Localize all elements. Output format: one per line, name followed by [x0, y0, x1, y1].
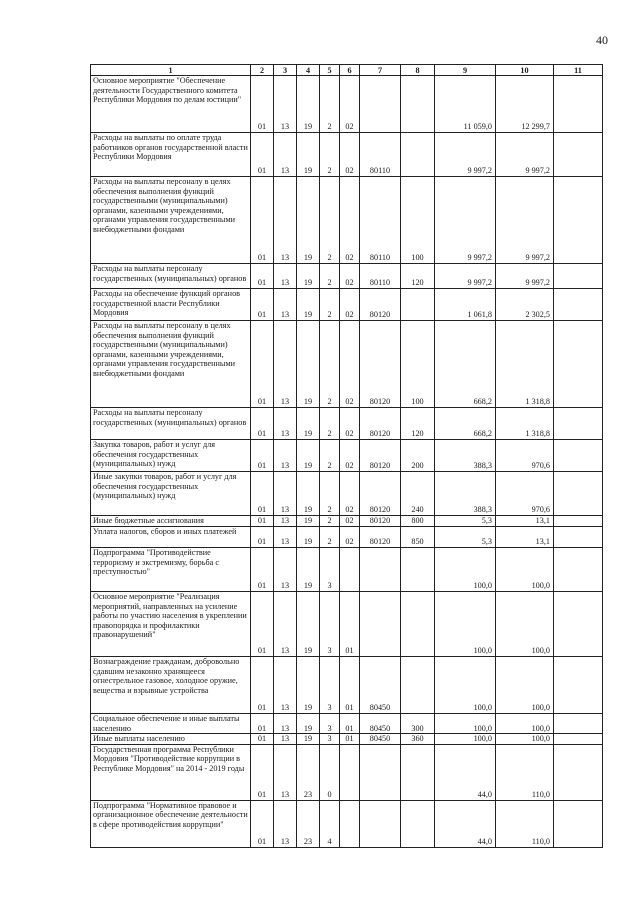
budget-table-container [90, 64, 602, 848]
row-name-cell: Расходы на выплаты персоналу в целях обеспечения выполнения функций государственными (муниципальными) органами, казенными учреждениями, органами управления государственными внебюджетными фондами [91, 321, 251, 408]
cell-col-6: 02 [340, 264, 360, 289]
cell-col-2: 01 [251, 133, 274, 177]
cell-col-11 [554, 321, 603, 408]
table-row [91, 548, 603, 592]
cell-col-3: 13 [274, 657, 297, 714]
cell-col-8 [401, 289, 435, 321]
cell-col-6 [340, 548, 360, 592]
cell-col-2: 01 [251, 289, 274, 321]
cell-col-8 [401, 800, 435, 847]
cell-col-5: 2 [320, 76, 340, 133]
cell-col-10: 1 318,8 [496, 408, 554, 440]
cell-col-5: 3 [320, 657, 340, 714]
cell-col-7 [360, 744, 401, 800]
cell-col-11 [554, 177, 603, 264]
cell-col-7: 80120 [360, 440, 401, 472]
cell-col-11 [554, 289, 603, 321]
cell-col-4: 19 [297, 408, 320, 440]
table-row [91, 714, 603, 734]
cell-col-6: 02 [340, 133, 360, 177]
cell-col-9: 668,2 [435, 408, 496, 440]
cell-col-7: 80110 [360, 177, 401, 264]
cell-col-9: 100,0 [435, 657, 496, 714]
cell-col-2: 01 [251, 592, 274, 657]
table-row [91, 734, 603, 745]
cell-col-9: 100,0 [435, 548, 496, 592]
cell-col-4: 19 [297, 734, 320, 745]
row-name-cell: Подпрограмма "Противодействие терроризму и экстремизму, борьба с преступностью" [91, 548, 251, 592]
cell-col-2: 01 [251, 714, 274, 734]
row-name-cell: Расходы на обеспечение функций органов государственной власти Республики Мордовия [91, 289, 251, 321]
cell-col-6: 02 [340, 321, 360, 408]
cell-col-10: 12 299,7 [496, 76, 554, 133]
cell-col-5: 4 [320, 800, 340, 847]
header-row [91, 65, 603, 76]
cell-col-9: 388,3 [435, 440, 496, 472]
cell-col-7: 80110 [360, 133, 401, 177]
cell-col-5: 2 [320, 289, 340, 321]
cell-col-2: 01 [251, 76, 274, 133]
cell-col-9: 100,0 [435, 592, 496, 657]
cell-col-4: 19 [297, 548, 320, 592]
cell-col-9: 9 997,2 [435, 177, 496, 264]
cell-col-9: 668,2 [435, 321, 496, 408]
row-name-cell: Иные закупки товаров, работ и услуг для обеспечения государственных (муниципальных) нужд [91, 472, 251, 516]
cell-col-2: 01 [251, 264, 274, 289]
cell-col-5: 2 [320, 177, 340, 264]
table-row [91, 76, 603, 133]
cell-col-2: 01 [251, 440, 274, 472]
column-header-2: 2 [251, 65, 274, 76]
cell-col-2: 01 [251, 321, 274, 408]
cell-col-8: 100 [401, 177, 435, 264]
cell-col-7: 80120 [360, 321, 401, 408]
cell-col-3: 13 [274, 76, 297, 133]
cell-col-4: 19 [297, 472, 320, 516]
row-name-cell: Основное мероприятие "Реализация мероприятий, направленных на усиление работы по участию населения в укреплении правопорядка и профилактики правонарушений" [91, 592, 251, 657]
table-row [91, 264, 603, 289]
cell-col-2: 01 [251, 408, 274, 440]
table-row [91, 321, 603, 408]
cell-col-3: 13 [274, 264, 297, 289]
cell-col-2: 01 [251, 744, 274, 800]
cell-col-11 [554, 527, 603, 548]
cell-col-6: 02 [340, 289, 360, 321]
cell-col-3: 13 [274, 516, 297, 527]
cell-col-7 [360, 800, 401, 847]
cell-col-7: 80450 [360, 734, 401, 745]
cell-col-3: 13 [274, 289, 297, 321]
table-row [91, 472, 603, 516]
cell-col-9: 388,3 [435, 472, 496, 516]
cell-col-8 [401, 76, 435, 133]
cell-col-2: 01 [251, 472, 274, 516]
cell-col-8: 300 [401, 714, 435, 734]
table-row [91, 657, 603, 714]
cell-col-4: 23 [297, 800, 320, 847]
cell-col-3: 13 [274, 177, 297, 264]
cell-col-3: 13 [274, 321, 297, 408]
column-header-1: 1 [91, 65, 251, 76]
cell-col-11 [554, 440, 603, 472]
cell-col-8: 120 [401, 408, 435, 440]
cell-col-10: 100,0 [496, 714, 554, 734]
cell-col-10: 9 997,2 [496, 264, 554, 289]
cell-col-10: 100,0 [496, 657, 554, 714]
cell-col-10: 13,1 [496, 516, 554, 527]
cell-col-8: 850 [401, 527, 435, 548]
cell-col-4: 19 [297, 289, 320, 321]
row-name-cell: Иные выплаты населению [91, 734, 251, 745]
row-name-cell: Расходы на выплаты персоналу в целях обеспечения выполнения функций государственными (муниципальными) органами, казенными учреждениями, органами управления государственными внебюджетными фондами [91, 177, 251, 264]
cell-col-9: 11 059,0 [435, 76, 496, 133]
cell-col-11 [554, 592, 603, 657]
cell-col-6: 02 [340, 516, 360, 527]
cell-col-10: 13,1 [496, 527, 554, 548]
cell-col-10: 110,0 [496, 744, 554, 800]
cell-col-6: 01 [340, 734, 360, 745]
cell-col-4: 19 [297, 321, 320, 408]
column-header-10: 10 [496, 65, 554, 76]
cell-col-6: 01 [340, 592, 360, 657]
row-name-cell: Иные бюджетные ассигнования [91, 516, 251, 527]
cell-col-5: 3 [320, 734, 340, 745]
table-row [91, 527, 603, 548]
column-header-11: 11 [554, 65, 603, 76]
row-name-cell: Расходы на выплаты по оплате труда работников органов государственной власти Республики Мордовия [91, 133, 251, 177]
cell-col-9: 1 061,8 [435, 289, 496, 321]
cell-col-5: 2 [320, 516, 340, 527]
cell-col-8: 200 [401, 440, 435, 472]
table-row [91, 133, 603, 177]
cell-col-2: 01 [251, 800, 274, 847]
row-name-cell: Расходы на выплаты персоналу государственных (муниципальных) органов [91, 408, 251, 440]
cell-col-8 [401, 657, 435, 714]
cell-col-11 [554, 548, 603, 592]
cell-col-9: 44,0 [435, 744, 496, 800]
cell-col-10: 9 997,2 [496, 177, 554, 264]
cell-col-2: 01 [251, 657, 274, 714]
cell-col-4: 19 [297, 177, 320, 264]
cell-col-3: 13 [274, 408, 297, 440]
cell-col-6: 02 [340, 472, 360, 516]
cell-col-6: 02 [340, 76, 360, 133]
table-row [91, 800, 603, 847]
cell-col-11 [554, 516, 603, 527]
column-header-7: 7 [360, 65, 401, 76]
cell-col-4: 19 [297, 516, 320, 527]
cell-col-7: 80120 [360, 289, 401, 321]
cell-col-11 [554, 657, 603, 714]
cell-col-9: 44,0 [435, 800, 496, 847]
cell-col-5: 3 [320, 714, 340, 734]
cell-col-7: 80110 [360, 264, 401, 289]
cell-col-10: 970,6 [496, 440, 554, 472]
cell-col-8: 360 [401, 734, 435, 745]
cell-col-3: 13 [274, 472, 297, 516]
row-name-cell: Основное мероприятие "Обеспечение деятельности Государственного комитета Республики Мордовия по делам юстиции" [91, 76, 251, 133]
cell-col-8: 800 [401, 516, 435, 527]
cell-col-8: 120 [401, 264, 435, 289]
cell-col-7 [360, 76, 401, 133]
cell-col-9: 9 997,2 [435, 264, 496, 289]
cell-col-4: 19 [297, 714, 320, 734]
cell-col-7: 80120 [360, 408, 401, 440]
cell-col-5: 3 [320, 592, 340, 657]
cell-col-10: 970,6 [496, 472, 554, 516]
cell-col-8 [401, 592, 435, 657]
cell-col-3: 13 [274, 440, 297, 472]
cell-col-3: 13 [274, 744, 297, 800]
row-name-cell: Государственная программа Республики Мордовия "Противодействие коррупции в Республике Мордовия" на 2014 - 2019 годы [91, 744, 251, 800]
cell-col-8: 240 [401, 472, 435, 516]
column-header-3: 3 [274, 65, 297, 76]
cell-col-4: 19 [297, 440, 320, 472]
cell-col-8 [401, 133, 435, 177]
cell-col-5: 0 [320, 744, 340, 800]
cell-col-11 [554, 133, 603, 177]
cell-col-10: 110,0 [496, 800, 554, 847]
cell-col-7: 80450 [360, 657, 401, 714]
cell-col-5: 2 [320, 527, 340, 548]
cell-col-4: 19 [297, 527, 320, 548]
cell-col-9: 100,0 [435, 734, 496, 745]
table-row [91, 592, 603, 657]
cell-col-6: 01 [340, 714, 360, 734]
table-body [91, 76, 603, 848]
cell-col-2: 01 [251, 177, 274, 264]
cell-col-6 [340, 800, 360, 847]
cell-col-4: 19 [297, 264, 320, 289]
row-name-cell: Социальное обеспечение и иные выплаты населению [91, 714, 251, 734]
cell-col-11 [554, 734, 603, 745]
cell-col-5: 2 [320, 264, 340, 289]
cell-col-6: 02 [340, 177, 360, 264]
cell-col-5: 2 [320, 408, 340, 440]
cell-col-10: 100,0 [496, 592, 554, 657]
cell-col-11 [554, 800, 603, 847]
budget-table [90, 64, 603, 848]
cell-col-10: 100,0 [496, 548, 554, 592]
column-header-5: 5 [320, 65, 340, 76]
cell-col-6: 02 [340, 440, 360, 472]
cell-col-10: 100,0 [496, 734, 554, 745]
cell-col-2: 01 [251, 527, 274, 548]
cell-col-2: 01 [251, 734, 274, 745]
cell-col-11 [554, 408, 603, 440]
cell-col-7: 80450 [360, 714, 401, 734]
cell-col-4: 19 [297, 76, 320, 133]
cell-col-4: 19 [297, 133, 320, 177]
row-name-cell: Подпрограмма "Нормативное правовое и организационное обеспечение деятельности в сфере противодействия коррупции" [91, 800, 251, 847]
row-name-cell: Уплата налогов, сборов и иных платежей [91, 527, 251, 548]
cell-col-3: 13 [274, 800, 297, 847]
row-name-cell: Закупка товаров, работ и услуг для обеспечения государственных (муниципальных) нужд [91, 440, 251, 472]
page-number: 40 [596, 33, 608, 47]
column-header-8: 8 [401, 65, 435, 76]
table-row [91, 440, 603, 472]
cell-col-9: 5,3 [435, 516, 496, 527]
cell-col-3: 13 [274, 133, 297, 177]
cell-col-10: 1 318,8 [496, 321, 554, 408]
cell-col-9: 100,0 [435, 714, 496, 734]
table-row [91, 289, 603, 321]
cell-col-5: 2 [320, 440, 340, 472]
cell-col-11 [554, 744, 603, 800]
cell-col-3: 13 [274, 592, 297, 657]
cell-col-10: 2 302,5 [496, 289, 554, 321]
table-row [91, 177, 603, 264]
cell-col-8 [401, 548, 435, 592]
cell-col-7: 80120 [360, 472, 401, 516]
cell-col-6: 02 [340, 527, 360, 548]
cell-col-3: 13 [274, 548, 297, 592]
cell-col-4: 19 [297, 657, 320, 714]
table-row [91, 516, 603, 527]
row-name-cell: Вознаграждение гражданам, добровольно сдавшим незаконно хранящееся огнестрельное газовое, холодное оружие, вещества и взрывные устройства [91, 657, 251, 714]
cell-col-6 [340, 744, 360, 800]
cell-col-11 [554, 714, 603, 734]
cell-col-7: 80120 [360, 527, 401, 548]
column-header-4: 4 [297, 65, 320, 76]
table-row [91, 408, 603, 440]
cell-col-5: 2 [320, 321, 340, 408]
cell-col-3: 13 [274, 734, 297, 745]
cell-col-11 [554, 76, 603, 133]
cell-col-3: 13 [274, 527, 297, 548]
cell-col-2: 01 [251, 516, 274, 527]
row-name-cell: Расходы на выплаты персоналу государственных (муниципальных) органов [91, 264, 251, 289]
cell-col-11 [554, 264, 603, 289]
cell-col-9: 5,3 [435, 527, 496, 548]
cell-col-9: 9 997,2 [435, 133, 496, 177]
cell-col-7 [360, 548, 401, 592]
cell-col-6: 01 [340, 657, 360, 714]
cell-col-6: 02 [340, 408, 360, 440]
cell-col-4: 23 [297, 744, 320, 800]
column-header-6: 6 [340, 65, 360, 76]
cell-col-11 [554, 472, 603, 516]
column-header-9: 9 [435, 65, 496, 76]
cell-col-8 [401, 744, 435, 800]
cell-col-4: 19 [297, 592, 320, 657]
cell-col-8: 100 [401, 321, 435, 408]
table-row [91, 744, 603, 800]
cell-col-5: 2 [320, 133, 340, 177]
cell-col-5: 3 [320, 548, 340, 592]
cell-col-7 [360, 592, 401, 657]
cell-col-3: 13 [274, 714, 297, 734]
cell-col-7: 80120 [360, 516, 401, 527]
cell-col-2: 01 [251, 548, 274, 592]
cell-col-10: 9 997,2 [496, 133, 554, 177]
cell-col-5: 2 [320, 472, 340, 516]
